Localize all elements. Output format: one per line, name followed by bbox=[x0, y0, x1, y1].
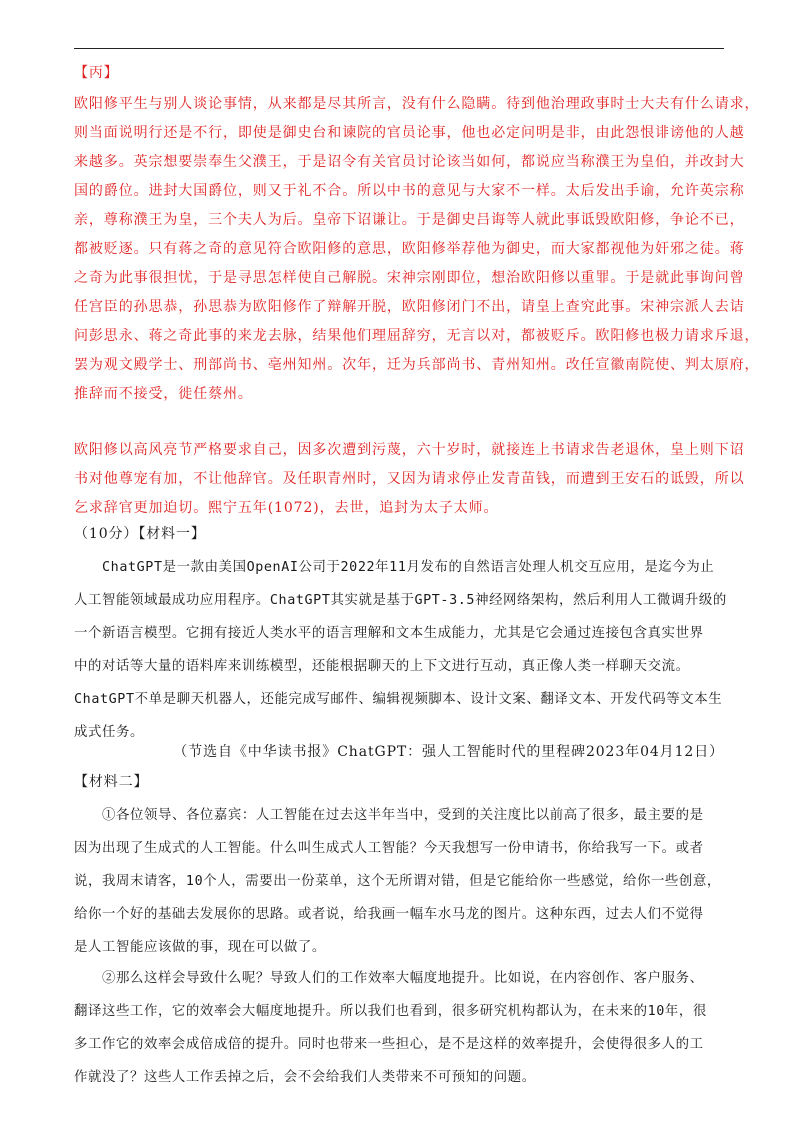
text-line: 之奇为此事很担忧，于是寻思怎样使自己解脱。宋神宗刚即位，想治欧阳修以重罪。于是就此事询问曾 bbox=[74, 270, 745, 286]
text-line: 作就没了？这些人工作丢掉之后，会不会给我们人类带来不可预知的问题。 bbox=[74, 1070, 536, 1085]
text-line: 乞求辞官更加迫切。熙宁五年(1072)，去世，追封为太子太师。 bbox=[74, 500, 499, 516]
text-line: 任宫臣的孙思恭，孙思恭为欧阳修作了辩解开脱，欧阳修闭门不出，请皇上查究此事。宋神宗派人去诘 bbox=[74, 299, 745, 315]
text-line: ChatGPT是一款由美国OpenAI公司于2022年11月发布的自然语言处理人机交互应用，是迄今为止 bbox=[102, 560, 715, 575]
text-line: 说，我周末请客，10个人，需要出一份菜单，这个无所谓对错，但是它能给你一些感觉，给你一些创意， bbox=[74, 874, 721, 889]
bing-paragraph-1 bbox=[74, 90, 760, 409]
material-2-heading: 【材料二】 bbox=[74, 774, 149, 790]
text-line: 给你一个好的基础去发展你的思路。或者说，给我画一幅车水马龙的图片。这种东西，过去人们不觉得 bbox=[74, 907, 704, 922]
text-line: 推辞而不接受，徙任蔡州。 bbox=[74, 386, 253, 402]
text-line: 翻译这些工作，它的效率会大幅度地提升。所以我们也看到，很多研究机构都认为，在未来的10年，很 bbox=[74, 1004, 707, 1019]
text-line: ChatGPT不单是聊天机器人，还能完成写邮件、编辑视频脚本、设计文案、翻译文本、开发代码等文本生 bbox=[74, 692, 723, 707]
text-line: 罢为观文殿学士、刑部尚书、亳州知州。次年，迁为兵部尚书、青州知州。改任宣徽南院使、判太原府， bbox=[74, 357, 760, 373]
text-line: 国的爵位。进封大国爵位，则又于礼不合。所以中书的意见与大家不一样。太后发出手谕，允许英宗称 bbox=[74, 183, 745, 199]
text-line: 人工智能领域最成功应用程序。ChatGPT其实就是基于GPT-3.5神经网络架构，然后利用人工微调升级的 bbox=[74, 593, 727, 608]
material-2-paragraph-1 bbox=[74, 799, 724, 964]
header-rule bbox=[74, 48, 724, 49]
text-line: 是人工智能应该做的事，现在可以做了。 bbox=[74, 940, 326, 955]
text-line: ②那么这样会导致什么呢？导致人们的工作效率大幅度地提升。比如说，在内容创作、客户服务、 bbox=[102, 971, 704, 986]
score-heading: （10分）【材料一】 bbox=[74, 526, 206, 542]
text-line: 欧阳修以高风亮节严格要求自己，因多次遭到污蔑，六十岁时，就接连上书请求告老退休，皇上则下诏 bbox=[74, 442, 745, 458]
text-line: 一个新语言模型。它拥有接近人类水平的语言理解和文本生成能力，尤其是它会通过连接包含真实世界 bbox=[74, 626, 704, 641]
text-line: 书对他尊宠有加，不让他辞官。及任职青州时，又因为请求停止发青苗钱，而遭到王安石的诋毁，所以 bbox=[74, 471, 745, 487]
material-2-paragraph-2 bbox=[74, 962, 724, 1094]
text-line: 成式任务。 bbox=[74, 725, 144, 740]
text-line: 亲，尊称濮王为皇，三个夫人为后。皇帝下诏谦让。于是御史吕诲等人就此事诋毁欧阳修，争论不已， bbox=[74, 212, 745, 228]
text-line: 因为出现了生成式的人工智能。什么叫生成式人工智能？今天我想写一份申请书，你给我写一下。或者 bbox=[74, 841, 704, 856]
bing-paragraph-2 bbox=[74, 436, 745, 523]
section-heading-bing: 【丙】 bbox=[74, 65, 119, 81]
material-1-citation: （节选自《中华读书报》ChatGPT：强人工智能时代的里程碑2023年04月12日） bbox=[173, 744, 724, 760]
text-line: ①各位领导、各位嘉宾：人工智能在过去这半年当中，受到的关注度比以前高了很多，最主要的是 bbox=[102, 808, 704, 823]
text-line: 中的对话等大量的语料库来训练模型，还能根据聊天的上下文进行互动，真正像人类一样聊天交流。 bbox=[74, 659, 690, 674]
text-line: 多工作它的效率会成倍成倍的提升。同时也带来一些担心，是不是这样的效率提升，会使得很多人的工 bbox=[74, 1037, 704, 1052]
text-line: 欧阳修平生与别人谈论事情，从来都是尽其所言，没有什么隐瞒。待到他治理政事时士大夫有什么请求， bbox=[74, 96, 760, 112]
text-line: 来越多。英宗想要崇奉生父濮王，于是诏令有关官员讨论该当如何，都说应当称濮王为皇伯，并改封大 bbox=[74, 154, 745, 170]
text-line: 问彭思永、蒋之奇此事的来龙去脉，结果他们理屈辞穷，无言以对，都被贬斥。欧阳修也极力请求斥退， bbox=[74, 328, 760, 344]
text-line: 都被贬逐。只有蒋之奇的意见符合欧阳修的意思，欧阳修举荐他为御史，而大家都视他为奸邪之徒。蒋 bbox=[74, 241, 745, 257]
text-line: 则当面说明行还是不行，即使是御史台和谏院的官员论事，他也必定问明是非，由此怨恨诽谤他的人越 bbox=[74, 125, 745, 141]
material-1-paragraph bbox=[74, 551, 727, 749]
